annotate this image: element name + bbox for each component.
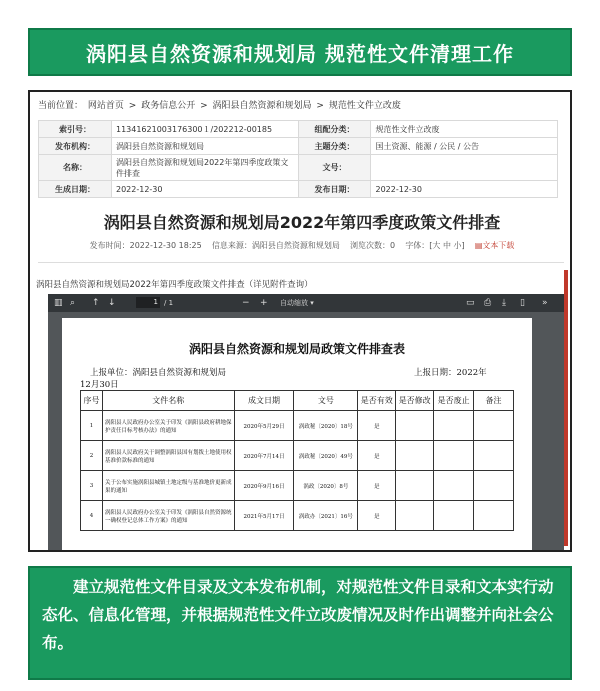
cell: 涡政〔2020〕8号 xyxy=(294,471,358,501)
cell: 涡政秘〔2020〕49号 xyxy=(294,441,358,471)
cell xyxy=(474,441,514,471)
col-header: 是否修改 xyxy=(396,391,434,411)
col-header: 备注 xyxy=(474,391,514,411)
cell xyxy=(474,471,514,501)
breadcrumb-home[interactable]: 网站首页 xyxy=(87,101,124,111)
col-header: 文号 xyxy=(294,391,358,411)
attachment-caption: 涡阳县自然资源和规划局2022年第四季度政策文件排查（详见附件查询） xyxy=(36,280,313,290)
cell: 2021年5月17日 xyxy=(234,501,294,531)
next-page-icon[interactable]: ↓ xyxy=(108,298,116,308)
document-icon: ▤ xyxy=(474,241,483,250)
open-file-icon[interactable]: ▭ xyxy=(466,298,475,308)
pdf-viewer[interactable] xyxy=(48,294,564,550)
breadcrumb-sep: > xyxy=(128,101,137,111)
cell xyxy=(474,501,514,531)
breadcrumb-sep: > xyxy=(316,101,324,111)
cell xyxy=(474,411,514,441)
cell: 是 xyxy=(358,441,396,471)
col-header: 序号 xyxy=(81,391,103,411)
cell xyxy=(434,411,474,441)
article-title: 涡阳县自然资源和规划局2022年第四季度政策文件排查 xyxy=(103,213,501,232)
prev-page-icon[interactable]: ↑ xyxy=(92,298,100,308)
pdf-page xyxy=(62,318,532,552)
breadcrumb-current[interactable]: 规范性文件立改废 xyxy=(328,101,401,111)
index-value: 11341621003176300１/202212-00185 xyxy=(111,121,298,138)
pdf-unit: 上报单位：涡阳县自然资源和规划局 xyxy=(90,368,227,378)
cell xyxy=(434,501,474,531)
cell: 2020年9月16日 xyxy=(234,471,294,501)
divider xyxy=(38,262,564,263)
col-header: 是否废止 xyxy=(434,391,474,411)
gendate-label: 生成日期： xyxy=(39,181,112,198)
docno-value xyxy=(371,155,558,181)
cell: 2 xyxy=(81,441,103,471)
font-size-selector[interactable]: 字体：[大 中 小] xyxy=(405,241,465,250)
zoom-value: 自动缩放 xyxy=(280,299,308,307)
banner-title: 涡阳县自然资源和规划局 规范性文件清理工作 xyxy=(86,41,514,66)
index-label: 索引号： xyxy=(39,121,112,138)
cell: 是 xyxy=(358,501,396,531)
col-header: 文件名称 xyxy=(102,391,234,411)
table-row xyxy=(81,501,514,531)
meta-table xyxy=(38,120,558,198)
breadcrumb-bureau[interactable]: 涡阳县自然资源和规划局 xyxy=(212,101,312,111)
summary-text: 建立规范性文件目录及文本发布机制，对规范性文件目录和文本实行动态化、信息化管理，并根据规范性文件立改废情况及时作出调整并向社会公布。 xyxy=(42,578,554,652)
topic-label: 主题分类： xyxy=(298,138,371,155)
zoom-in-icon[interactable]: + xyxy=(260,298,268,308)
summary-panel xyxy=(28,566,572,680)
pdf-date-cont: 12月30日 xyxy=(80,380,119,390)
cell: 2020年5月29日 xyxy=(234,411,294,441)
pubdate-value: 2022-12-30 xyxy=(371,181,558,198)
scrollbar[interactable] xyxy=(564,270,568,546)
cell xyxy=(396,441,434,471)
pdf-toolbar xyxy=(48,294,564,312)
cell: 关于公布实施涡阳县城镇土地定级与基准地价更新成果的通知 xyxy=(102,471,234,501)
breadcrumb-gov-info[interactable]: 政务信息公开 xyxy=(141,101,196,111)
gendate-value: 2022-12-30 xyxy=(111,181,298,198)
cell: 是 xyxy=(358,471,396,501)
cell xyxy=(434,471,474,501)
download-icon[interactable]: ⤓ xyxy=(502,298,506,308)
topic-value: 国土资源、能源 / 公民 / 公告 xyxy=(371,138,558,155)
name-label: 名称： xyxy=(39,155,112,181)
cell: 4 xyxy=(81,501,103,531)
more-tools-icon[interactable]: » xyxy=(542,298,548,308)
cell: 2020年7月14日 xyxy=(234,441,294,471)
cell xyxy=(434,441,474,471)
info-source: 信息来源：涡阳县自然资源和规划局 xyxy=(211,241,340,250)
download-link[interactable] xyxy=(475,241,515,250)
col-header: 成文日期 xyxy=(234,391,294,411)
cell: 是 xyxy=(358,411,396,441)
publisher-value: 涡阳县自然资源和规划局 xyxy=(111,138,298,155)
search-icon[interactable]: ⌕ xyxy=(70,298,76,308)
page-total: / 1 xyxy=(164,299,174,307)
cell: 涡阳县人民政府办公室关于印发《涡阳县政府耕地保护责任目标考核办法》的通知 xyxy=(102,411,234,441)
category-value: 规范性文件立改废 xyxy=(371,121,558,138)
pdf-date: 上报日期：2022年 xyxy=(414,368,487,378)
publish-time: 发布时间：2022-12-30 18:25 xyxy=(89,241,202,250)
col-header: 是否有效 xyxy=(358,391,396,411)
cell: 1 xyxy=(81,411,103,441)
docno-label: 文号： xyxy=(298,155,371,181)
bookmark-icon[interactable]: ▯ xyxy=(520,298,525,308)
cell xyxy=(396,501,434,531)
sidebar-toggle-icon[interactable]: ▥ xyxy=(54,298,63,308)
pdf-table xyxy=(80,390,514,531)
download-label: 文本下载 xyxy=(482,241,515,250)
cell xyxy=(396,411,434,441)
table-row xyxy=(81,411,514,441)
cell: 涡阳县人民政府办公室关于印发《涡阳县自然资源统一确权登记总体工作方案》的通知 xyxy=(102,501,234,531)
table-row xyxy=(81,471,514,501)
pdf-table-header xyxy=(81,391,514,411)
cell: 涡阳县人民政府关于调整涡阳县国有划拨土地使用权基准价款标准的通知 xyxy=(102,441,234,471)
publisher-label: 发布机构： xyxy=(39,138,112,155)
pubdate-label: 发布日期： xyxy=(298,181,371,198)
breadcrumb xyxy=(38,98,403,111)
cell: 3 xyxy=(81,471,103,501)
zoom-select[interactable]: 自动缩放 ▾ xyxy=(280,299,314,307)
pdf-title: 涡阳县自然资源和规划局政策文件排查表 xyxy=(188,342,405,356)
page-number-input[interactable]: 1 xyxy=(136,297,160,308)
zoom-out-icon[interactable]: − xyxy=(242,298,250,308)
cell: 涡政秘〔2020〕18号 xyxy=(294,411,358,441)
cell xyxy=(396,471,434,501)
page-banner xyxy=(28,28,572,76)
breadcrumb-prefix: 当前位置： xyxy=(38,101,84,111)
breadcrumb-sep: > xyxy=(200,101,208,111)
category-label: 组配分类： xyxy=(298,121,371,138)
table-row xyxy=(81,441,514,471)
view-count: 浏览次数：0 xyxy=(350,241,396,250)
cell: 涡政办〔2021〕16号 xyxy=(294,501,358,531)
print-icon[interactable]: ⎙ xyxy=(484,298,492,308)
screenshot-frame xyxy=(28,90,572,552)
article-info-bar xyxy=(30,240,572,251)
name-value: 涡阳县自然资源和规划局2022年第四季度政策文件排查 xyxy=(111,155,298,181)
